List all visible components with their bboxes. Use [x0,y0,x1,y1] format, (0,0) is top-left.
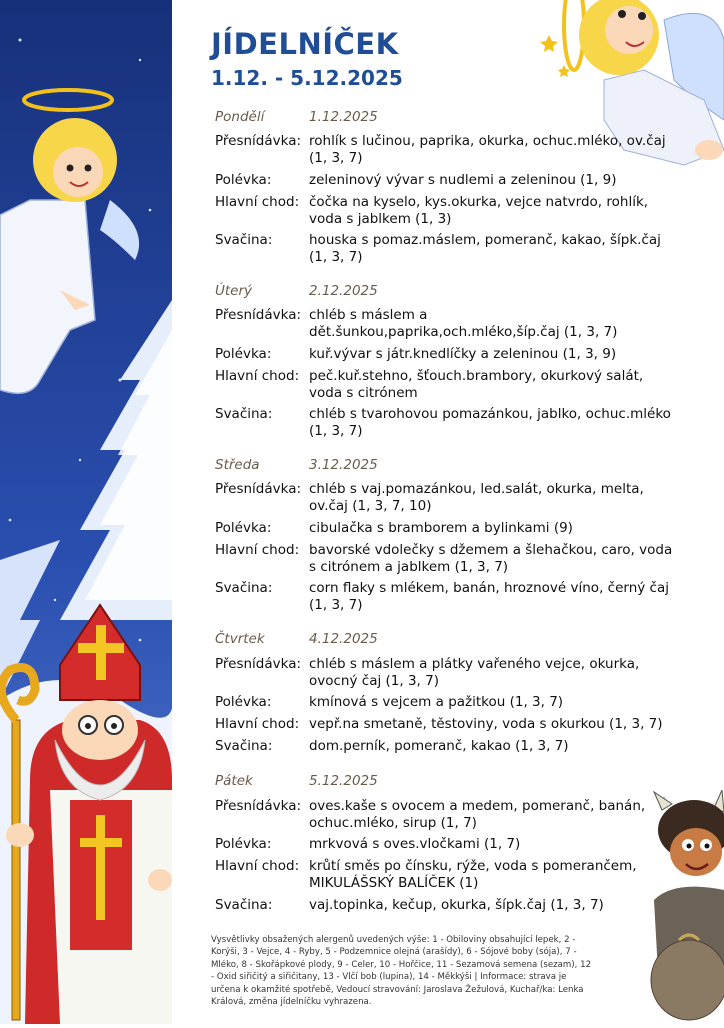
meal-value: houska s pomaz.máslem, pomeranč, kakao, šípk.čaj (1, 3, 7) [309,232,661,265]
meal-value: zeleninový vývar s nudlemi a zeleninou (1, 9) [309,172,617,188]
day-date: 2.12.2025 [309,283,378,299]
meal-label: Polévka: [215,172,272,188]
meal-label: Hlavní chod: [215,542,300,558]
meal-value: mrkvová s oves.vločkami (1, 7) [309,836,521,852]
meal-value: vaj.topinka, kečup, okurka, šípk.čaj (1, 3, 7) [309,897,604,913]
day-date: 1.12.2025 [309,109,378,125]
day-header [215,631,378,647]
meal-label: Polévka: [215,836,272,852]
meal-label: Přesnídávka: [215,307,302,323]
meal-label: Přesnídávka: [215,481,302,497]
meal-value: dom.perník, pomeranč, kakao (1, 3, 7) [309,738,569,754]
day-header [215,457,378,473]
meal-label: Svačina: [215,738,273,754]
meal-value: bavorské vdolečky s džemem a šlehačkou, caro, voda s citrónem a jablkem (1, 3, 7) [309,542,673,575]
meal-value: chléb s tvarohovou pomazánkou, jablko, ochuc.mléko (1, 3, 7) [309,406,671,439]
day-name: Pátek [215,773,253,789]
meal-value: peč.kuř.stehno, šťouch.brambory, okurkový salát, voda s citrónem [309,368,644,401]
day-date: 3.12.2025 [309,457,378,473]
allergen-footnote: Vysvětlivky obsažených alergenů uvedených výše: 1 - Obiloviny obsahující lepek, 2 - Korýši, 3 - Vejce, 4 - Ryby, 5 - Podzemnice olejná (arašídy), 6 - Sójové boby (sója), 7 - Mléko, 8 - Skořápkové plody, 9 - Celer, 10 - Hořčice, 11 - Sezamová semena (sezam), 12 - Oxid siřičitý a siřičitany, 13 - Vlčí bob (lupina), 14 - Měkkýši | Informace: strava je určena k okamžité spotřebě, Vedoucí stravování: Jaroslava Žežulová, Kuchař/ka: Lenka Králová, změna jídelníčku vyhrazena. [211,935,592,1008]
meal-label: Polévka: [215,346,272,362]
meal-label: Hlavní chod: [215,858,300,874]
day-name: Pondělí [215,109,265,125]
meal-label: Hlavní chod: [215,194,300,210]
meal-label: Hlavní chod: [215,368,300,384]
day-name: Úterý [215,283,253,299]
day-name: Čtvrtek [215,631,265,647]
day-date: 4.12.2025 [309,631,378,647]
day-name: Středa [215,457,260,473]
meal-value: vepř.na smetaně, těstoviny, voda s okurkou (1, 3, 7) [309,716,663,732]
day-header [215,773,378,789]
angel-and-saint-nicholas-illustration [0,0,172,1024]
meal-value: kmínová s vejcem a pažitkou (1, 3, 7) [309,694,564,710]
meal-value: čočka na kyselo, kys.okurka, vejce natvrdo, rohlík, voda s jablkem (1, 3) [309,194,649,227]
meal-value: krůtí směs po čínsku, rýže, voda s pomerančem, MIKULÁŠSKÝ BALÍČEK (1) [309,858,637,891]
date-range: 1.12. - 5.12.2025 [211,66,403,90]
meal-label: Přesnídávka: [215,133,302,149]
meal-value: cibulačka s bramborem a bylinkami (9) [309,520,573,536]
day-header [215,109,378,125]
meal-value: chléb s máslem a plátky vařeného vejce, okurka, ovocný čaj (1, 3, 7) [309,656,640,689]
meal-label: Svačina: [215,580,273,596]
day-header [215,283,378,299]
meal-value: chléb s vaj.pomazánkou, led.salát, okurka, melta, ov.čaj (1, 3, 7, 10) [309,481,644,514]
meal-value: chléb s máslem a dět.šunkou,paprika,och.mléko,šíp.čaj (1, 3, 7) [309,307,618,340]
meal-label: Hlavní chod: [215,716,300,732]
meal-label: Přesnídávka: [215,656,302,672]
meal-value: corn flaky s mlékem, banán, hroznové víno, černý čaj (1, 3, 7) [309,580,669,613]
meal-label: Svačina: [215,406,273,422]
meal-label: Svačina: [215,897,273,913]
meal-value: kuř.vývar s játr.knedlíčky a zeleninou (1, 3, 9) [309,346,617,362]
meal-value: rohlík s lučinou, paprika, okurka, ochuc.mléko, ov.čaj (1, 3, 7) [309,133,666,166]
meal-label: Přesnídávka: [215,798,302,814]
meal-label: Polévka: [215,694,272,710]
meal-value: oves.kaše s ovocem a medem, pomeranč, banán, ochuc.mléko, sirup (1, 7) [309,798,646,831]
day-date: 5.12.2025 [309,773,378,789]
page-title: JÍDELNÍČEK [211,27,399,61]
meal-label: Svačina: [215,232,273,248]
meal-label: Polévka: [215,520,272,536]
